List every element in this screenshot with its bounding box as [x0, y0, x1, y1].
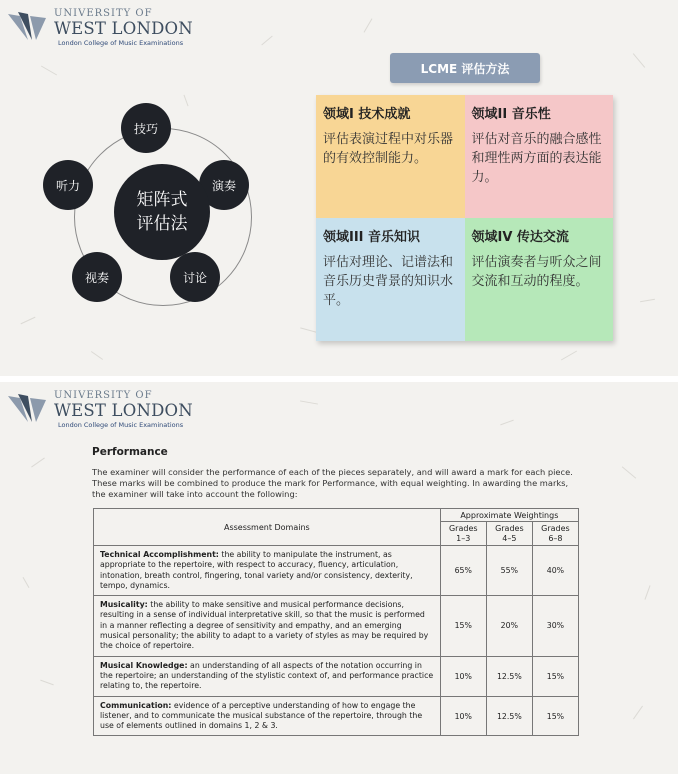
grade-header: Grades 4–5	[486, 522, 532, 546]
quadrant-technical	[316, 95, 465, 218]
table-row	[94, 596, 579, 656]
quadrant-knowledge	[316, 218, 465, 341]
domain-desc: an understanding of all aspects of the notation occurring in the repertoire; an understanding of the stylistic context of, and performance practice relating to, the repertoire.	[100, 660, 434, 691]
table-row	[94, 656, 579, 696]
weight-cell: 12.5%	[486, 656, 532, 696]
domain-grid	[316, 95, 613, 341]
performance-intro: The examiner will consider the performance of each of the pieces separately, and will award a mark for each piece. These marks will be combined to produce the mark for Performance, with equal weighting. In awarding the marks, the examiner will take into account the following:	[92, 467, 573, 499]
domain-cell	[94, 656, 441, 696]
quadrant-musicality	[465, 95, 614, 218]
node-performance: 演奏	[199, 160, 249, 210]
quadrant-text: 评估演奏者与听众之间交流和互动的程度。	[471, 255, 602, 289]
logo-name-text: WEST LONDON	[54, 19, 193, 38]
weight-cell: 10%	[440, 656, 486, 696]
weight-cell: 15%	[532, 696, 578, 736]
weight-cell: 10%	[440, 696, 486, 736]
domain-name: Communication:	[100, 700, 172, 710]
uwl-logo	[6, 8, 206, 48]
weight-cell: 65%	[440, 546, 486, 596]
weight-cell: 20%	[486, 596, 532, 656]
uwl-logo	[6, 390, 206, 430]
weight-cell: 30%	[532, 596, 578, 656]
table-row	[94, 696, 579, 736]
domain-desc: evidence of a perceptive understanding of how to engage the listener, and to communicate the musical substance of the repertoire, through the use of elements outlined in domains 1, 2 & 3.	[100, 700, 423, 731]
domain-name: Technical Accomplishment:	[100, 550, 219, 559]
table-row	[94, 546, 579, 596]
logo-university-text: UNIVERSITY OF	[54, 390, 153, 401]
domain-cell	[94, 696, 441, 736]
node-discussion: 讨论	[170, 252, 220, 302]
weight-header: Approximate Weightings	[440, 509, 578, 522]
logo-subtitle-text: London College of Music Examinations	[58, 39, 184, 47]
node-sight-playing: 视奏	[72, 252, 122, 302]
node-listening: 听力	[43, 160, 93, 210]
quadrant-title: 领域II 音乐性	[471, 107, 551, 122]
logo-subtitle-text: London College of Music Examinations	[58, 421, 184, 429]
method-title: LCME 评估方法	[390, 53, 540, 83]
weight-cell: 40%	[532, 546, 578, 596]
slide-performance-table	[0, 382, 678, 774]
domain-name: Musicality:	[100, 600, 148, 610]
domain-desc: the ability to make sensitive and musical performance decisions, resulting in a sense of individual interpretative skill, so that the music is performed in a manner reflecting a degree of sensitivity and empathy, and an emerging musical personality; the ability to adapt to a variety of styles as may be required by the choice of repertoire.	[100, 600, 429, 651]
node-technique: 技巧	[121, 103, 171, 153]
node-matrix-assessment: 矩阵式 评估法	[114, 164, 210, 260]
weight-cell: 55%	[486, 546, 532, 596]
grade-header: Grades 6–8	[532, 522, 578, 546]
domain-desc: the ability to manipulate the instrument, as appropriate to the repertoire, with respect to accuracy, fluency, articulation, intonation, breath control, fingering, tonal variety and/or consistency, dexterity, tempo, dynamics.	[100, 550, 413, 590]
grade-header: Grades 1–3	[440, 522, 486, 546]
quadrant-title: 领域IV 传达交流	[471, 230, 569, 245]
quadrant-title: 领域III 音乐知识	[323, 230, 421, 245]
quadrant-text: 评估表演过程中对乐器的有效控制能力。	[323, 132, 454, 166]
logo-name-text: WEST LONDON	[54, 401, 193, 420]
weight-cell: 12.5%	[486, 696, 532, 736]
wing-logo-icon	[6, 10, 50, 46]
weight-cell: 15%	[532, 656, 578, 696]
domain-name: Musical Knowledge:	[100, 660, 188, 670]
logo-university-text: UNIVERSITY OF	[54, 8, 153, 19]
assessment-table	[93, 508, 579, 736]
quadrant-communication	[465, 218, 614, 341]
wing-logo-icon	[6, 392, 50, 428]
performance-heading: Performance	[92, 446, 168, 458]
weight-cell: 15%	[440, 596, 486, 656]
domain-cell	[94, 546, 441, 596]
domain-cell	[94, 596, 441, 656]
quadrant-text: 评估对音乐的融合感性和理性两方面的表达能力。	[471, 132, 602, 185]
quadrant-title: 领域I 技术成就	[323, 107, 411, 122]
slide-lcme-method	[0, 0, 678, 376]
domain-header: Assessment Domains	[94, 509, 441, 546]
quadrant-text: 评估对理论、记谱法和音乐历史背景的知识水平。	[323, 255, 454, 308]
